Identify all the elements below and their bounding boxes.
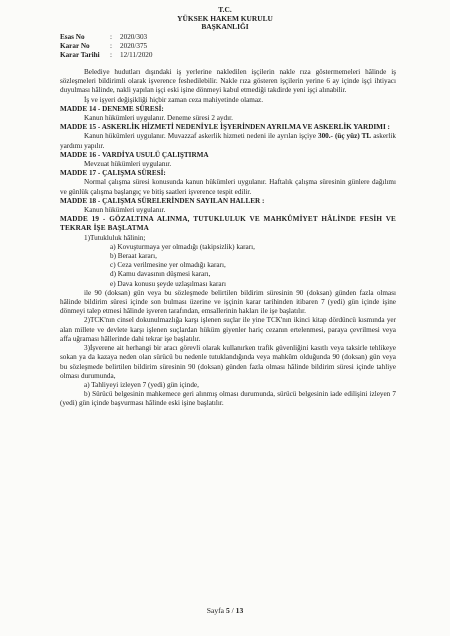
karar-row <box>60 42 152 51</box>
article-15-amount: 300.- (üç yüz) TL <box>317 132 372 141</box>
list-item: c) Ceza verilmesine yer olmadığı kararı, <box>110 261 226 270</box>
article-19-item-b: b) Sürücü belgesinin mahkemece geri alınmış olması durumunda, sürücü belgesinin iade edilişini izleyen 7 (yedi) gün içinde başvurması hâlinde eski işine başlatılır. <box>60 390 396 408</box>
page-number <box>0 606 450 615</box>
article-18-text: Kanun hükümleri uygulanır. <box>84 206 166 215</box>
article-19-intro: 1)Tutukluluk hâlinin; <box>84 233 146 242</box>
document-header <box>0 6 450 32</box>
page-separator: / <box>229 606 236 615</box>
article-19-title: MADDE 19 - GÖZALTINA ALINMA, TUTUKLULUK VE MAHKÛMİYET HÂLİNDE FESİH VE TEKRAR İŞE BAŞLATMA <box>60 215 396 233</box>
list-item: d) Kamu davasının düşmesi kararı, <box>110 270 211 279</box>
list-item: a) Kovuşturmaya yer olmadığı (takipsizlik) kararı, <box>110 242 255 251</box>
esas-separator: : <box>110 33 112 41</box>
tarih-separator: : <box>110 50 112 59</box>
header-line-department: BAŞKANLIĞI <box>201 22 249 32</box>
header-line-tc: T.C. <box>218 5 232 14</box>
article-19-paragraph-3: 3)İşverene ait herhangi bir aracı görevli olarak kullanırken trafik güvenliğini kasıtlı veya taksirle tehlikeye sokan ya da kazaya neden olan sürücü bu nedenle tutuklandığında veya mahkûm olduğunda 90 (doksan) gün veya bu sözleşmede belirtilen bildirim süresinin 90 (doksan) günden fazla olması hâlinde bildirim süresi içinde tahliye olması durumunda, <box>60 344 396 380</box>
page-label: Sayfa <box>206 606 226 615</box>
article-14-title: MADDE 14 - DENEME SÜRESİ: <box>60 104 164 113</box>
tarih-value: 12/11/2020 <box>120 50 153 59</box>
article-16-text: Mevzuat hükümleri uygulanır. <box>84 160 172 169</box>
tarih-row <box>60 51 152 60</box>
karar-separator: : <box>110 41 112 50</box>
article-14-text: Kanun hükümleri uygulanır. Deneme süresi 2 aydır. <box>84 114 233 123</box>
article-18-title: MADDE 18 - ÇALIŞMA SÜRELERİNDEN SAYILAN HALLER : <box>60 196 265 205</box>
case-meta-block <box>60 33 152 59</box>
article-15-text <box>60 132 396 150</box>
esas-row <box>60 33 152 42</box>
list-item: e) Dava konusu şeyde uzlaşılması kararı <box>110 279 226 288</box>
header-line-institution: YÜKSEK HAKEM KURULU <box>177 13 273 23</box>
esas-value: 2020/303 <box>120 33 148 41</box>
article-19-item-a: a) Tahliyeyi izleyen 7 (yedi) gün içinde, <box>84 380 199 389</box>
tarih-label: Karar Tarihi <box>60 50 100 59</box>
paragraph-transfer: Belediye hudutları dışındaki iş yerlerine nakledilen işçilerin nakle rıza göstermemeleri hâlinde iş sözleşmeleri bildirimli olarak işverence feshedilebilir. Nakle rıza gösteren işçilerin yerine 6 ay içinde işçi ihtiyacı duyulması hâlinde, nakli yapılan işçi eski işine dönmeyi kabul etmediği takdirde yeni işçi alınabilir. <box>60 68 396 95</box>
document-body <box>60 68 396 409</box>
page-total: 13 <box>235 606 244 615</box>
paragraph-no-penalty: İş ve işyeri değişikliği hiçbir zaman ceza mahiyetinde olamaz. <box>84 95 264 104</box>
article-19-paragraph-1: ile 90 (doksan) gün veya bu sözleşmede belirtilen bildirim süresinin 90 (doksan) günden fazla olması hâlinde bildirim süresi içinde son bulması üzerine ve işçinin karar tarihinden itibaren 7 (yedi) gün içinde işine dönmeyi talep etmesi hâlinde işveren tarafından, emsallerinin hakları ile işe başlatılır. <box>60 288 396 316</box>
article-17-title: MADDE 17 - ÇALIŞMA SÜRESİ: <box>60 169 166 178</box>
karar-label: Karar No <box>60 41 90 50</box>
karar-value: 2020/375 <box>120 41 148 50</box>
article-19-list <box>60 243 396 289</box>
esas-label: Esas No <box>60 33 85 41</box>
list-item: b) Beraat kararı, <box>110 252 157 261</box>
article-15-title: MADDE 15 - ASKERLİK HİZMETİ NEDENİYLE İŞYERİNDEN AYRILMA VE ASKERLİK YARDIMI : <box>60 123 390 132</box>
article-16-title: MADDE 16 - VARDİYA USULÜ ÇALIŞTIRMA <box>60 150 209 159</box>
page-current: 5 <box>225 606 230 615</box>
article-15-text-start: Kanun hükümleri uygulanır. Muvazzaf askerlik hizmeti nedeni ile ayrılan işçiye <box>84 132 318 141</box>
article-17-text: Normal çalışma süresi konusunda kanun hükümleri uygulanır. Haftalık çalışma süresinin günlere dağılımı ve günlük çalışma başlangıç ve bitiş saatleri işverence tespit edilir. <box>60 178 396 196</box>
article-19-paragraph-2: 2)TCK'nın cinsel dokunulmazlığa karşı işlenen suçlar ile yine TCK'nın ikinci kitap dördüncü kısmında yer alan millete ve devlete karşı işlenen suçlardan hüküm giyenler hariç cezanın ertelenmesi, paraya çevrilmesi veya affa uğraması hâllerinde dahi tekrar işe başlatılır. <box>60 316 396 343</box>
article-15-text-end: askerlik yardımı yapılır. <box>60 132 396 150</box>
